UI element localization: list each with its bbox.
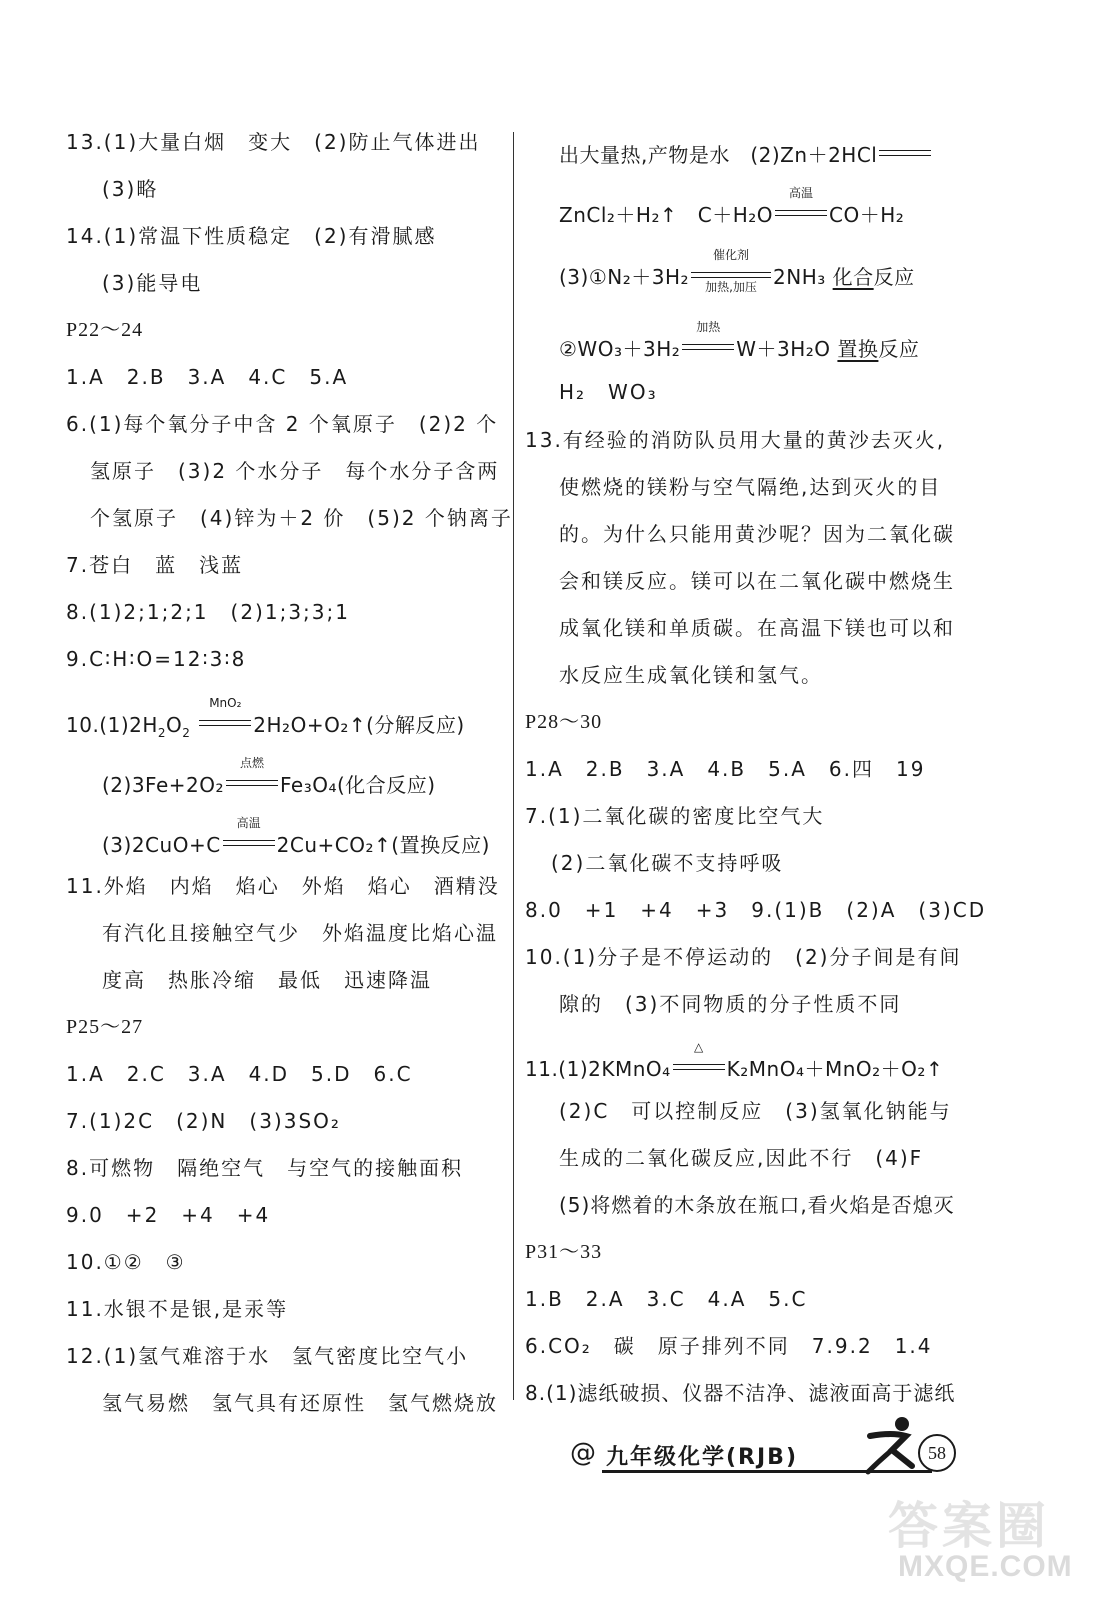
- equation-line: $10.(1)2H_2O_2$ MnO₂ 2H₂O+O₂↑(分解反应): [66, 696, 465, 740]
- column-divider: [513, 132, 514, 1400]
- answer-line: 8.可燃物 隔绝空气 与空气的接触面积: [66, 1156, 464, 1180]
- answer-line: (2)C 可以控制反应 (3)氢氧化钠能与: [559, 1099, 952, 1123]
- answer-line: 个氢原子 (4)锌为＋2 价 (5)2 个钠离子: [90, 506, 513, 530]
- answer-line: 8.0 +1 +4 +3 9.(1)B (2)A (3)CD: [525, 898, 987, 922]
- answer-line: 氢气易燃 氢气具有还原性 氢气燃烧放: [102, 1391, 498, 1415]
- reaction-arrow: 高温: [775, 194, 827, 222]
- reaction-arrow: MnO₂: [199, 704, 251, 732]
- answer-line: 会和镁反应。镁可以在二氧化碳中燃烧生: [559, 569, 955, 593]
- reaction-arrow: 点燃: [226, 764, 278, 792]
- answer-line: 6.CO₂ 碳 原子排列不同 7.9.2 1.4: [525, 1334, 933, 1358]
- equation-line: (2)3Fe+2O₂ 点燃 Fe₃O₄(化合反应): [102, 756, 436, 797]
- answer-line: 的。为什么只能用黄沙呢？因为二氧化碳: [559, 522, 955, 546]
- spiral-icon: @: [570, 1438, 596, 1468]
- watermark-logo: 答案圈: [888, 1497, 1050, 1555]
- answer-line: (3)略: [102, 177, 159, 201]
- equation-line: (3)2CuO+C 高温 2Cu+CO₂↑(置换反应): [102, 816, 490, 857]
- runner-icon: [862, 1414, 922, 1476]
- answer-line: 1.A 2.C 3.A 4.D 5.D 6.C: [66, 1062, 413, 1086]
- answer-line: (3)能导电: [102, 271, 203, 295]
- answer-line: 9.C∶H∶O=12∶3∶8: [66, 647, 247, 671]
- equation-line: (3)①N₂＋3H₂ 催化剂 加热,加压 2NH₃ 化合反应: [559, 248, 915, 294]
- answer-line: 13.(1)大量白烟 变大 (2)防止气体进出: [66, 130, 481, 154]
- page-number: 58: [918, 1434, 956, 1472]
- answer-line: 10.(1)分子是不停运动的 (2)分子间是有间: [525, 945, 962, 969]
- answer-line: 14.(1)常温下性质稳定 (2)有滑腻感: [66, 224, 437, 248]
- answer-line: 7.苍白 蓝 浅蓝: [66, 553, 244, 577]
- page-footer: [566, 1426, 966, 1482]
- answer-line: 1.A 2.B 3.A 4.B 5.A 6.四 19: [525, 757, 926, 781]
- answer-line: 1.B 2.A 3.C 4.A 5.C: [525, 1287, 808, 1311]
- answer-line: 生成的二氧化碳反应,因此不行 (4)F: [559, 1146, 924, 1170]
- section-heading: P22～24: [66, 319, 144, 341]
- footer-swoosh: [602, 1470, 932, 1473]
- reaction-arrow: 高温: [223, 824, 275, 852]
- answer-line: 隙的 (3)不同物质的分子性质不同: [559, 992, 902, 1016]
- answer-line: 6.(1)每个氧分子中含 2 个氧原子 (2)2 个: [66, 412, 499, 436]
- answer-line: 13.有经验的消防队员用大量的黄沙去灭火,: [525, 428, 946, 452]
- reaction-arrow: 催化剂 加热,加压: [691, 256, 771, 284]
- answer-line: 11.水银不是银,是汞等: [66, 1297, 289, 1321]
- answer-line: 7.(1)二氧化碳的密度比空气大: [525, 804, 825, 828]
- reaction-arrow: [879, 134, 931, 162]
- watermark: [868, 1480, 1094, 1596]
- equation-line: 11.(1)2KMnO₄ △ K₂MnO₄＋MnO₂＋O₂↑: [525, 1040, 944, 1081]
- watermark-site: MXQE.COM: [898, 1550, 1073, 1583]
- answer-line: 12.(1)氢气难溶于水 氢气密度比空气小: [66, 1344, 469, 1368]
- answer-line: 8.(1)滤纸破损、仪器不洁净、滤液面高于滤纸: [525, 1381, 956, 1405]
- answer-line: 8.(1)2;1;2;1 (2)1;3;3;1: [66, 600, 350, 624]
- equation-line: 出大量热,产物是水 (2)Zn＋2HCl: [559, 134, 933, 169]
- answer-line: 有汽化且接触空气少 外焰温度比焰心温: [102, 921, 498, 945]
- answer-line: 成氧化镁和单质碳。在高温下镁也可以和: [559, 616, 955, 640]
- book-title: 九年级化学(RJB): [606, 1445, 799, 1470]
- reaction-arrow: 加热: [682, 328, 734, 356]
- answer-line: 10.①② ③: [66, 1250, 186, 1274]
- section-heading: P28～30: [525, 711, 603, 733]
- answer-line: (2)二氧化碳不支持呼吸: [551, 851, 784, 875]
- answer-line: 氢原子 (3)2 个水分子 每个水分子含两: [90, 459, 500, 483]
- answer-line: 7.(1)2C (2)N (3)3SO₂: [66, 1109, 341, 1133]
- answer-line: 9.0 +2 +4 +4: [66, 1203, 271, 1227]
- answer-line: H₂ WO₃: [559, 380, 658, 404]
- answer-line: 11.外焰 内焰 焰心 外焰 焰心 酒精没: [66, 874, 500, 898]
- answer-line: 1.A 2.B 3.A 4.C 5.A: [66, 365, 349, 389]
- equation-line: ZnCl₂＋H₂↑ C＋H₂O 高温 CO＋H₂: [559, 186, 905, 227]
- reaction-arrow: △: [673, 1048, 725, 1076]
- section-heading: P31～33: [525, 1241, 603, 1263]
- answer-line: 水反应生成氧化镁和氢气。: [559, 663, 823, 687]
- equation-line: ②WO₃＋3H₂ 加热 W＋3H₂O 置换反应: [559, 320, 920, 361]
- answer-line: 度高 热胀冷缩 最低 迅速降温: [102, 968, 432, 992]
- section-heading: P25～27: [66, 1016, 144, 1038]
- answer-line: 使燃烧的镁粉与空气隔绝,达到灭火的目: [559, 475, 942, 499]
- answer-line: (5)将燃着的木条放在瓶口,看火焰是否熄灭: [559, 1193, 955, 1217]
